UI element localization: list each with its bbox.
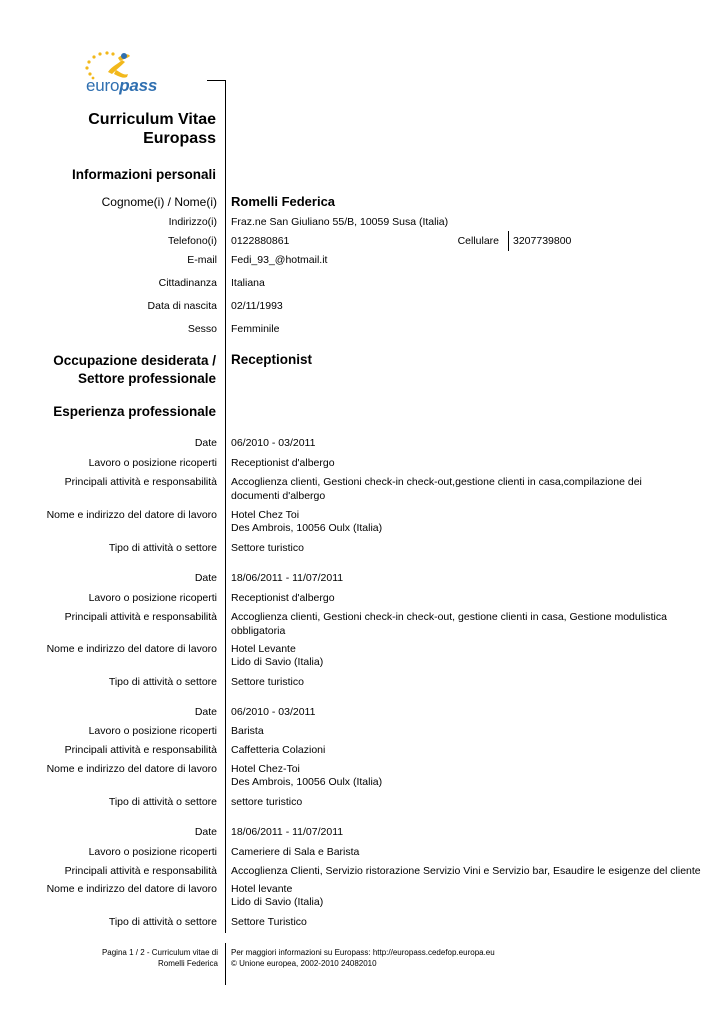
sector-value: settore turistico bbox=[231, 796, 303, 808]
position-value: Receptionist d'albergo bbox=[231, 592, 335, 604]
section-heading-experience: Esperienza professionale bbox=[53, 404, 216, 419]
sector-label: Tipo di attività o settore bbox=[108, 796, 217, 808]
employer-label: Nome e indirizzo del datore di lavoro bbox=[46, 883, 217, 895]
date-value: 06/2010 - 03/2011 bbox=[231, 706, 316, 718]
activities-value: Accoglienza Clienti, Servizio ristorazione Servizio Vini e Servizio bar, Esaudire le esigenze del cliente bbox=[231, 865, 701, 877]
mobile-divider bbox=[508, 231, 509, 251]
cv-title-line2: Europass bbox=[143, 130, 216, 147]
position-value: Barista bbox=[231, 725, 264, 737]
name-label: Cognome(i) / Nome(i) bbox=[101, 195, 217, 209]
date-value: 18/06/2011 - 11/07/2011 bbox=[231, 826, 344, 838]
employer-label: Nome e indirizzo del datore di lavoro bbox=[46, 763, 217, 775]
activities-label: Principali attività e responsabilità bbox=[64, 865, 217, 877]
position-label: Lavoro o posizione ricoperti bbox=[88, 725, 217, 737]
position-label: Lavoro o posizione ricoperti bbox=[88, 592, 217, 604]
position-label: Lavoro o posizione ricoperti bbox=[88, 846, 217, 858]
address-value: Fraz.ne San Giuliano 55/B, 10059 Susa (Italia) bbox=[231, 216, 449, 228]
date-value: 06/2010 - 03/2011 bbox=[231, 437, 316, 449]
employer-name: Hotel levante bbox=[231, 883, 293, 895]
footer-divider bbox=[225, 943, 226, 985]
employer-address: Des Ambrois, 10056 Oulx (Italia) bbox=[231, 522, 383, 534]
sector-value: Settore turistico bbox=[231, 676, 304, 688]
phone-value: 0122880861 bbox=[231, 235, 290, 247]
activities-value: Accoglienza clienti, Gestioni check-in check-out,gestione clienti in casa,compilazione dei documenti d'albergo bbox=[231, 476, 642, 502]
position-value: Receptionist d'albergo bbox=[231, 457, 335, 469]
activities-value: Accoglienza clienti, Gestioni check-in check-out, gestione clienti in casa, Gestione modulistica obbligatoria bbox=[231, 611, 667, 637]
sector-value: Settore turistico bbox=[231, 542, 304, 554]
date-value: 18/06/2011 - 11/07/2011 bbox=[231, 572, 344, 584]
position-value: Cameriere di Sala e Barista bbox=[231, 846, 360, 858]
footer-copyright: © Unione europea, 2002-2010 24082010 bbox=[231, 959, 377, 968]
desired-occupation-value: Receptionist bbox=[231, 352, 313, 367]
employer-name: Hotel Chez Toi bbox=[231, 509, 300, 521]
employer-address: Lido di Savio (Italia) bbox=[231, 896, 324, 908]
birth-label: Data di nascita bbox=[147, 300, 217, 312]
sector-label: Tipo di attività o settore bbox=[108, 676, 217, 688]
section-heading-personal: Informazioni personali bbox=[71, 167, 216, 182]
top-rule bbox=[207, 80, 226, 81]
date-label: Date bbox=[194, 437, 217, 449]
mobile-value: 3207739800 bbox=[513, 235, 572, 247]
employer-name: Hotel Levante bbox=[231, 643, 296, 655]
phone-label: Telefono(i) bbox=[167, 235, 217, 247]
date-label: Date bbox=[194, 706, 217, 718]
email-value: Fedi_93_@hotmail.it bbox=[231, 254, 328, 266]
footer-europass-link[interactable]: Per maggiori informazioni su Europass: http://europass.cedefop.europa.eu bbox=[231, 948, 495, 957]
sector-label: Tipo di attività o settore bbox=[108, 916, 217, 928]
employer-label: Nome e indirizzo del datore di lavoro bbox=[46, 643, 217, 655]
email-label: E-mail bbox=[187, 254, 217, 266]
activities-value: Caffetteria Colazioni bbox=[231, 744, 326, 756]
employer-address: Lido di Savio (Italia) bbox=[231, 656, 324, 668]
employer-name: Hotel Chez-Toi bbox=[231, 763, 300, 775]
activities-label: Principali attività e responsabilità bbox=[64, 476, 217, 488]
employer-label: Nome e indirizzo del datore di lavoro bbox=[46, 509, 217, 521]
name-value: Romelli Federica bbox=[231, 194, 336, 209]
employer-address: Des Ambrois, 10056 Oulx (Italia) bbox=[231, 776, 383, 788]
column-divider bbox=[225, 80, 226, 933]
sex-label: Sesso bbox=[187, 323, 217, 335]
sector-value: Settore Turistico bbox=[231, 916, 307, 928]
footer-page-info-line1: Pagina 1 / 2 - Curriculum vitae di bbox=[101, 948, 218, 957]
address-label: Indirizzo(i) bbox=[168, 216, 217, 228]
section-heading-desired-line2: Settore professionale bbox=[77, 371, 216, 386]
cv-title-line1: Curriculum Vitae bbox=[88, 111, 216, 128]
citizenship-label: Cittadinanza bbox=[158, 277, 217, 289]
date-label: Date bbox=[194, 826, 217, 838]
activities-label: Principali attività e responsabilità bbox=[64, 611, 217, 623]
sex-value: Femminile bbox=[231, 323, 280, 335]
mobile-label: Cellulare bbox=[457, 235, 499, 247]
section-heading-desired-line1: Occupazione desiderata / bbox=[53, 353, 216, 368]
birth-value: 02/11/1993 bbox=[231, 300, 283, 312]
position-label: Lavoro o posizione ricoperti bbox=[88, 457, 217, 469]
citizenship-value: Italiana bbox=[231, 277, 265, 289]
footer-page-info-line2: Romelli Federica bbox=[157, 959, 218, 968]
activities-label: Principali attività e responsabilità bbox=[64, 744, 217, 756]
europass-logo bbox=[78, 50, 164, 100]
europass-wordmark: europass bbox=[86, 76, 158, 95]
date-label: Date bbox=[194, 572, 217, 584]
sector-label: Tipo di attività o settore bbox=[108, 542, 217, 554]
